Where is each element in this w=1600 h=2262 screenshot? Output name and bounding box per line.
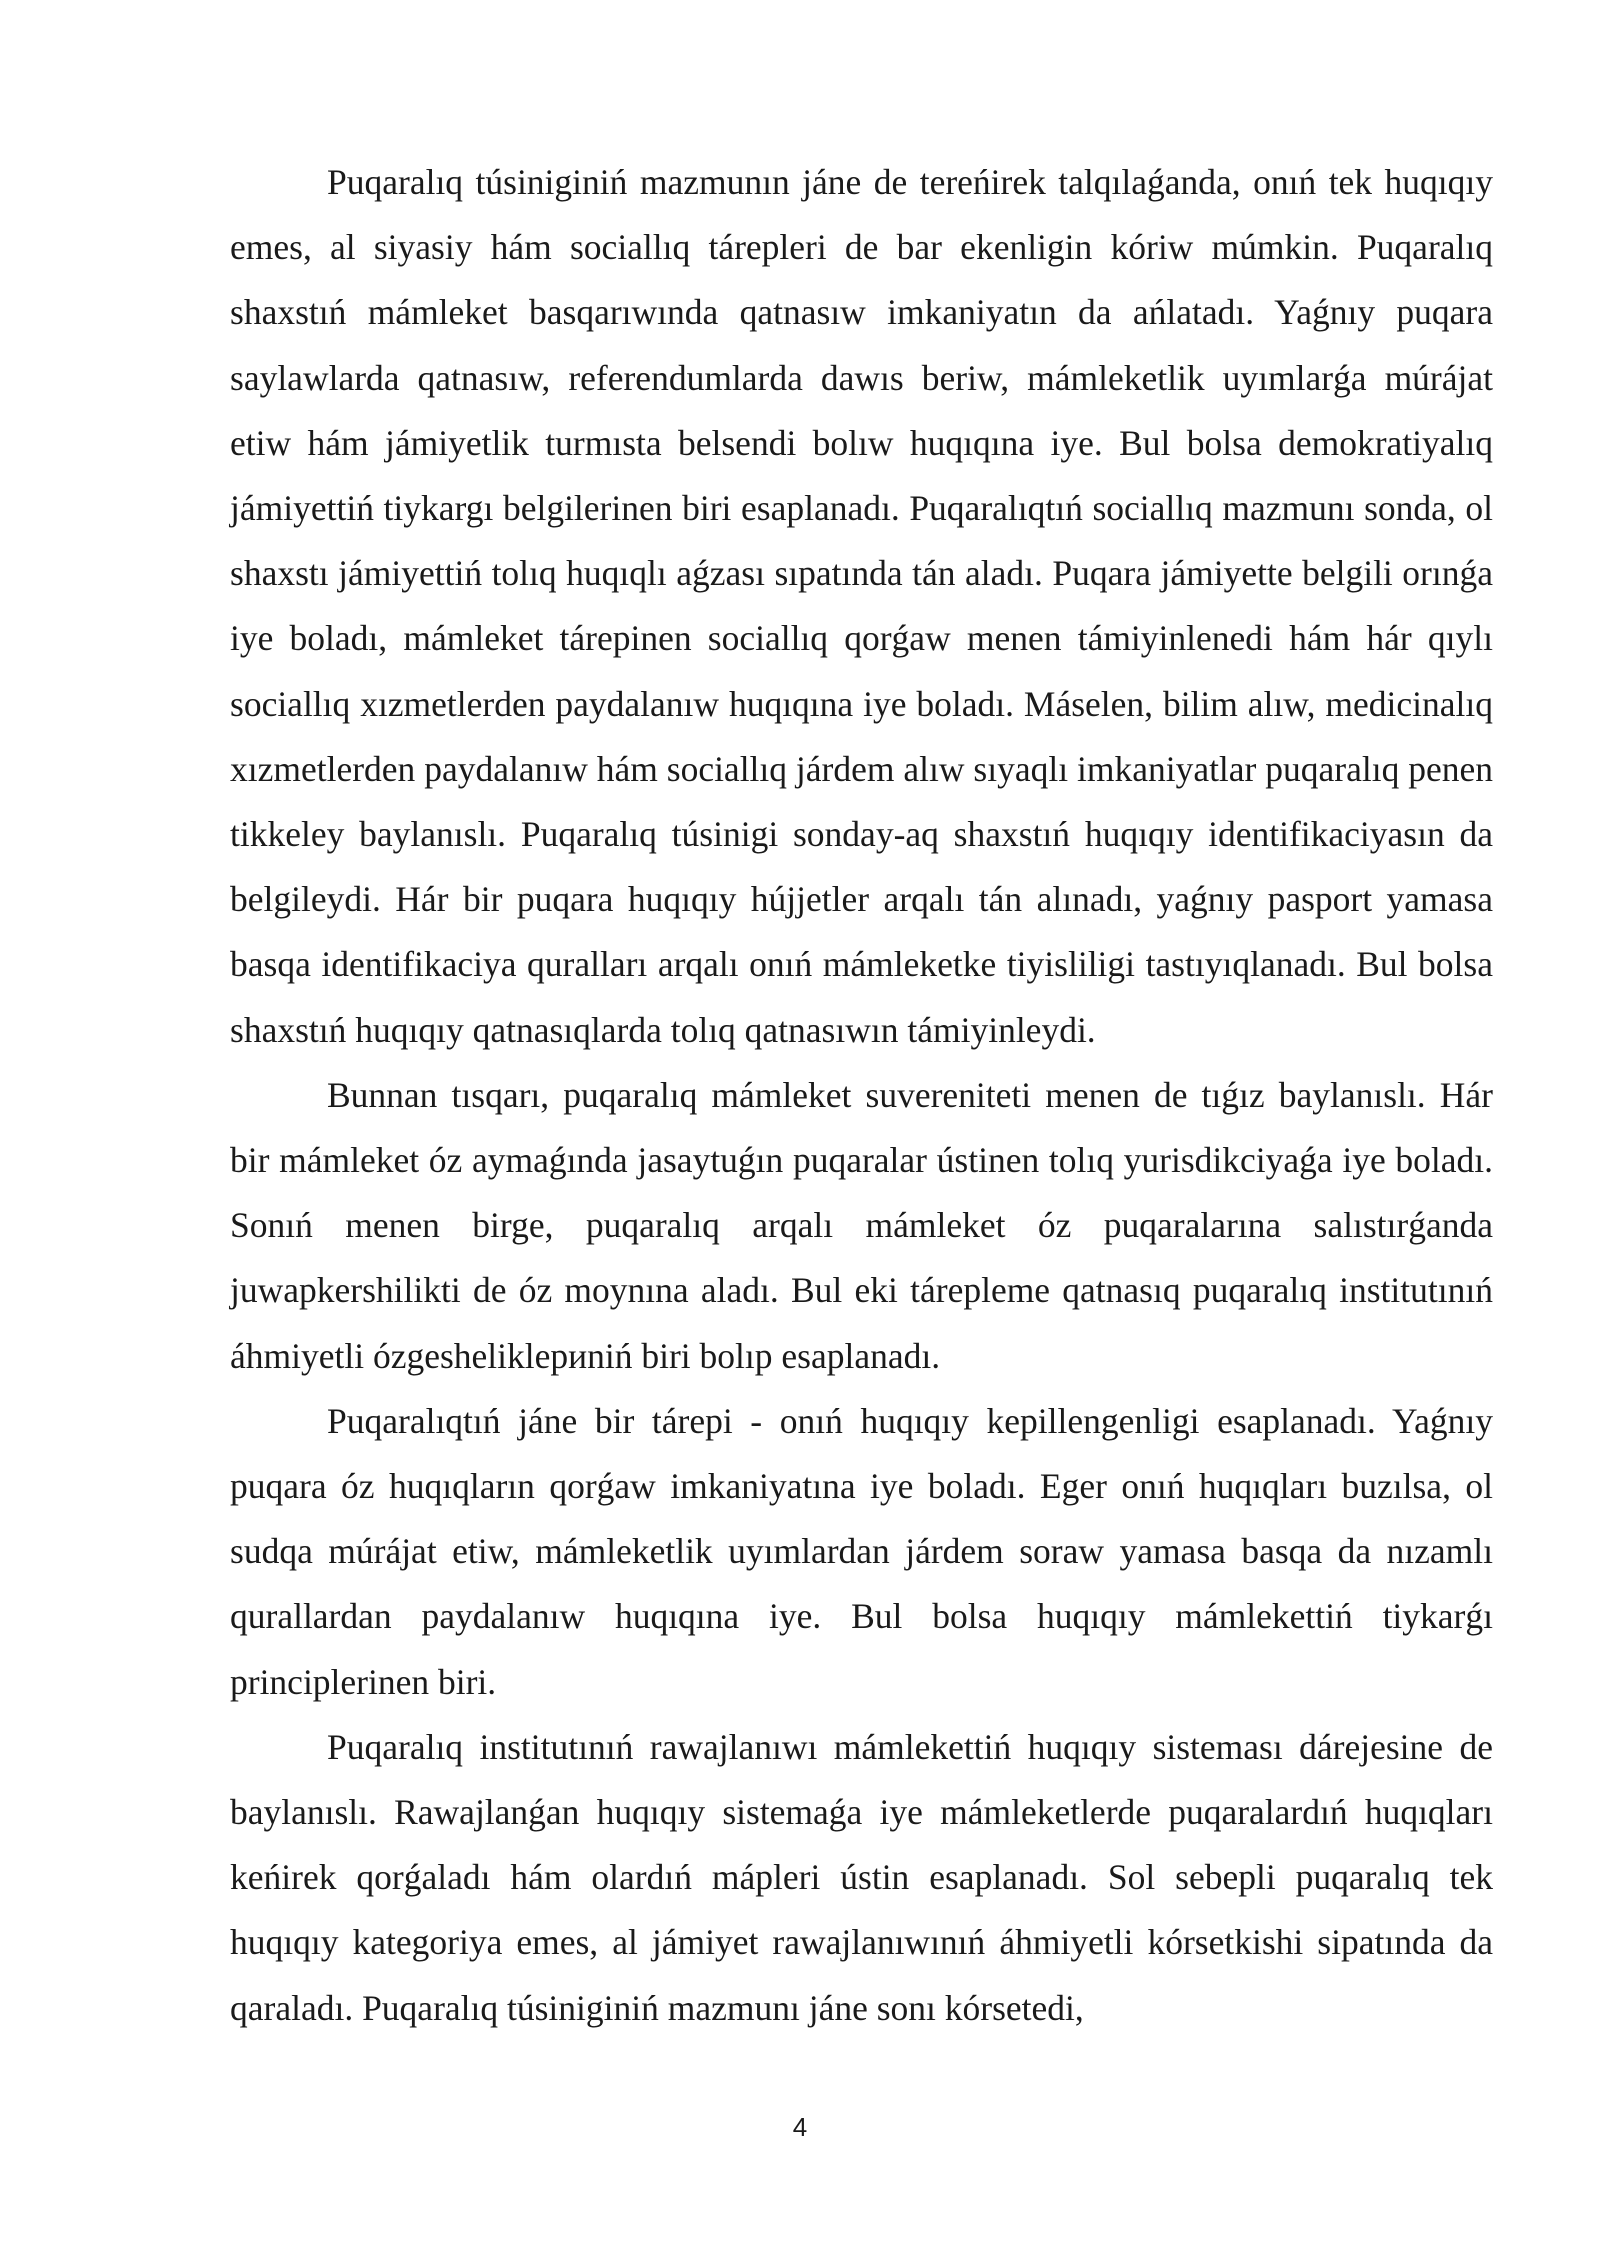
- page-number: 4: [792, 2112, 808, 2142]
- paragraph-3: Puqaralıqtıń jáne bir tárepi - onıń huqıqıy kepillengenligi esaplanadı. Yaǵnıy puqara óz huqıqların qorǵaw imkaniyatına iye boladı. Eger onıń huqıqları buzılsa, ol sudqa múrájat etiw, mámleketlik uyımlardan járdem soraw yamasa basqa da nızamlı qurallardan paydalanıw huqıqına iye. Bul bolsa huqıqıy mámlekettiń tiykarǵı principlerinen biri.: [230, 1400, 1493, 1702]
- paragraph-4: Puqaralıq institutınıń rawajlanıwı mámlekettiń huqıqıy sisteması dárejesine de baylanıslı. Rawajlanǵan huqıqıy sistemaǵa iye mámleketlerde puqaralardıń huqıqları keńirek qorǵaladı hám olardıń mápleri ústin esaplanadı. Sol sebepli puqaralıq tek huqıqıy kategoriya emes, al jámiyet rawajlanıwınıń áhmiyetli kórsetkishi sipatında da qaraladı. Puqaralıq túsiniginiń mazmunı jáne sonı kórsetedi,: [230, 1726, 1493, 2028]
- paragraph-2: Bunnan tısqarı, puqaralıq mámleket suvereniteti menen de tıǵız baylanıslı. Hár bir mámleket óz aymaǵında jasaytuǵın puqaralar ústinen tolıq yurisdikciyaǵa iye boladı. Sonıń menen birge, puqaralıq arqalı mámleket óz puqaralarına salıstırǵanda juwapkershilikti de óz moynına aladı. Bul eki tárepleme qatnasıq puqaralıq institutınıń áhmiyetli ózgesheliklериniń biri bolıp esaplanadı.: [230, 1074, 1493, 1376]
- paragraph-1: Puqaralıq túsiniginiń mazmunın jáne de tereńirek talqılaǵanda, onıń tek huqıqıy emes, al siyasiy hám sociallıq tárepleri de bar ekenligin kóriw múmkin. Puqaralıq shaxstıń mámleket basqarıwında qatnasıw imkaniyatın da ańlatadı. Yaǵnıy puqara saylawlarda qatnasıw, referendumlarda dawıs beriw, mámleketlik uyımlarǵa múrájat etiw hám jámiyetlik turmısta belsendi bolıw huqıqına iye. Bul bolsa demokratiyalıq jámiyettiń tiykargı belgilerinen biri esaplanadı. Puqaralıqtıń sociallıq mazmunı sonda, ol shaxstı jámiyettiń tolıq huqıqlı aǵzası sıpatında tán aladı. Puqara jámiyette belgili orınǵa iye boladı, mámleket tárepinen sociallıq qorǵaw menen támiyinlenedi hám hár qıylı sociallıq xızmetlerden paydalanıw huqıqına iye boladı. Máselen, bilim alıw, medicinalıq xızmetlerden paydalanıw hám sociallıq járdem alıw sıyaqlı imkaniyatlar puqaralıq penen tikkeley baylanıslı. Puqaralıq túsinigi sonday-aq shaxstıń huqıqıy identifikaciyasın da belgileydi. Hár bir puqara huqıqıy hújjetler arqalı tán alınadı, yaǵnıy pasport yamasa basqa identifikaciya quralları arqalı onıń mámleketke tiyisliligi tastıyıqlanadı. Bul bolsa shaxstıń huqıqıy qatnasıqlarda tolıq qatnasıwın támiyinleydi.: [230, 162, 1493, 1050]
- page-body: [230, 150, 1493, 2041]
